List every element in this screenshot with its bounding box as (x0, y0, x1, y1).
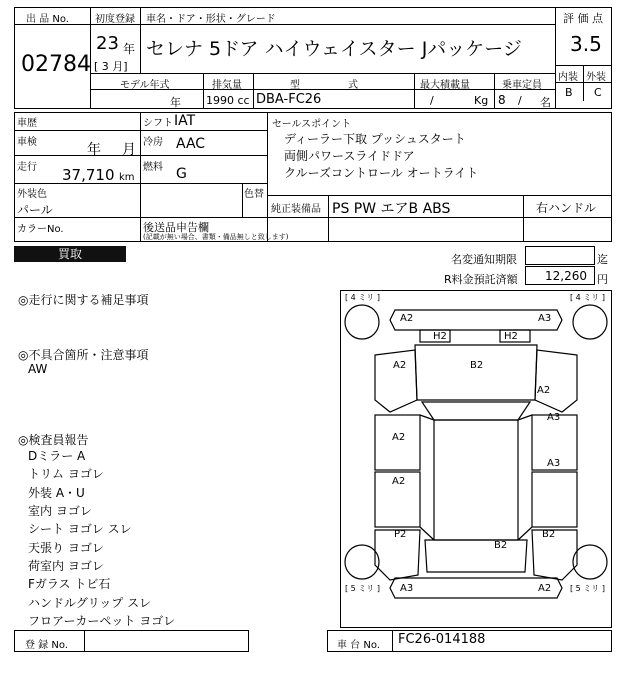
tire-depth-rear-left: [ 5 ミリ ] (345, 584, 380, 593)
mark-bumper-front-left: A2 (400, 313, 414, 324)
sales-point-line-1: ディーラー下取 プッシュスタート (284, 132, 466, 146)
equipment-label: 純正装備品 (271, 204, 321, 215)
car-name: セレナ 5ドア ハイウェイスター Jパッケージ (146, 38, 522, 60)
inspector-item: Fガラス トビ石 (28, 577, 111, 591)
tire-front-right (573, 305, 607, 339)
inspector-item: 外装 A・U (28, 486, 85, 500)
sales-point-line-3: クルーズコントロール オートライト (284, 166, 479, 180)
roof (434, 420, 518, 540)
capacity: 8 (498, 93, 506, 107)
recycle-amount: 12,260 (545, 269, 587, 283)
color-number-label: カラーNo. (17, 224, 64, 235)
type-label: 型 (290, 80, 300, 91)
capacity-separator: / (518, 94, 522, 107)
evaluation-score: 3.5 (570, 32, 602, 56)
displacement: 1990 cc (206, 94, 250, 107)
defect-title: ◎不具合箇所・注意事項 (18, 348, 149, 362)
inspector-item: シート ヨゴレ スレ (28, 522, 132, 536)
mark-fender-front-left: A2 (393, 360, 407, 371)
tire-depth-rear-right: [ 5 ミリ ] (570, 584, 605, 593)
inspector-item: ハンドルグリップ スレ (28, 596, 152, 610)
steering: 右ハンドル (536, 201, 597, 215)
buy-label: 買取 (14, 246, 126, 262)
max-load-separator: / (430, 94, 434, 107)
tire-front-left (345, 305, 379, 339)
mark-hood: B2 (470, 360, 484, 371)
inspector-item: Dミラー A (28, 449, 86, 463)
exterior-label: 外装 (586, 72, 606, 83)
exterior-grade: C (594, 86, 602, 99)
interior-label: 内装 (558, 72, 578, 83)
mark-door-front-right: A3 (547, 412, 561, 423)
door-rear-right (532, 472, 577, 527)
deadline-box (525, 246, 595, 265)
mark-bumper-front-right: A3 (538, 313, 552, 324)
tire-rear-right (573, 545, 607, 579)
first-registration-label: 初度登録 (95, 14, 135, 25)
car-diagram (340, 290, 612, 628)
ac-label: 冷房 (143, 137, 163, 148)
mileage: 37,710 (62, 166, 115, 184)
capacity-label: 乗車定員 (502, 80, 542, 91)
type-label-2: 式 (348, 80, 358, 91)
mileage-label: 走行 (17, 162, 37, 173)
score-label: 評 価 点 (563, 12, 603, 25)
mark-quarter-rear-left: P2 (394, 529, 407, 540)
supplement-title: ◎走行に関する補足事項 (18, 293, 149, 307)
inspection-month-unit: 月 (122, 142, 136, 158)
mark-bumper-rear-left: A3 (400, 583, 414, 594)
mark-quarter-rear-right: B2 (542, 529, 556, 540)
documents-note: (記載が無い場合、書類・備品無しと致します) (143, 233, 289, 241)
mark-back-door: B2 (494, 540, 508, 551)
inspector-title: ◎検査員報告 (18, 433, 89, 447)
mark-grille-right: H2 (504, 331, 518, 342)
lot-number-label: 出 品 No. (26, 14, 69, 25)
documents-label: 後送品申告欄 (143, 221, 209, 234)
recycle-label: R料金預託済額 (444, 273, 518, 286)
hood (415, 345, 537, 400)
sales-points-label: セールスポイント (272, 119, 352, 130)
chassis-number: FC26-014188 (398, 632, 486, 647)
lot-number: 02784 (21, 52, 91, 77)
fuel: G (176, 166, 187, 182)
year-unit: 年 (123, 42, 136, 56)
max-load-label: 最大積載量 (420, 80, 470, 91)
color-change-label: 色替 (244, 189, 264, 200)
fuel-label: 燃料 (143, 162, 163, 173)
mark-bumper-rear-right: A2 (538, 583, 552, 594)
inspection-label: 車検 (17, 137, 37, 148)
model-code: DBA-FC26 (256, 92, 322, 107)
first-registration-year: 23 (96, 33, 119, 54)
model-year-unit: 年 (170, 96, 181, 109)
mark-fender-front-right: A2 (537, 385, 551, 396)
equipment: PS PW エアB ABS (332, 201, 451, 217)
back-door (425, 540, 527, 572)
deadline-unit: 迄 (597, 253, 608, 266)
mileage-unit: km (119, 172, 135, 183)
history-label: 車歴 (17, 118, 37, 129)
inspector-item: トリム ヨゴレ (28, 467, 104, 481)
tire-depth-front-left: [ 4 ミリ ] (345, 293, 380, 302)
mark-grille-left: H2 (433, 331, 447, 342)
car-name-label: 車名・ドア・形状・グレード (146, 14, 276, 25)
capacity-unit: 名 (540, 96, 551, 109)
exterior-color: パール (17, 203, 53, 217)
fender-front-right (535, 350, 577, 412)
inspector-item: 荷室内 ヨゴレ (28, 559, 104, 573)
model-year-label: モデル年式 (120, 80, 170, 91)
inspector-item: フロアーカーペット ヨゴレ (28, 614, 176, 628)
tire-depth-front-right: [ 4 ミリ ] (570, 293, 605, 302)
interior-grade: B (565, 86, 573, 99)
shift-label: シフト (143, 118, 173, 129)
inspector-item: 室内 ヨゴレ (28, 504, 92, 518)
tire-rear-left (345, 545, 379, 579)
exterior-color-label: 外装色 (17, 189, 47, 200)
ac: AAC (176, 136, 206, 152)
windshield (422, 402, 530, 420)
mark-door-rear-left: A2 (392, 476, 406, 487)
sales-point-line-2: 両側パワースライドドア (284, 149, 415, 163)
inspection-year-unit: 年 (87, 142, 101, 158)
mark-door-rear-right: A3 (547, 458, 561, 469)
chassis-label: 車 台 No. (337, 640, 380, 651)
recycle-unit: 円 (597, 273, 608, 286)
defect-item: AW (28, 362, 48, 376)
max-load-unit: Kg (474, 94, 489, 107)
inspector-item: 天張り ヨゴレ (28, 541, 104, 555)
deadline-label: 名変通知期限 (451, 253, 517, 266)
mark-door-front-left: A2 (392, 432, 406, 443)
registration-label: 登 録 No. (25, 640, 68, 651)
first-registration-month: [ 3 月] (94, 60, 128, 73)
shift: IAT (174, 113, 196, 129)
front-bumper (390, 310, 562, 330)
rear-bumper (390, 578, 562, 598)
displacement-label: 排気量 (212, 80, 242, 91)
